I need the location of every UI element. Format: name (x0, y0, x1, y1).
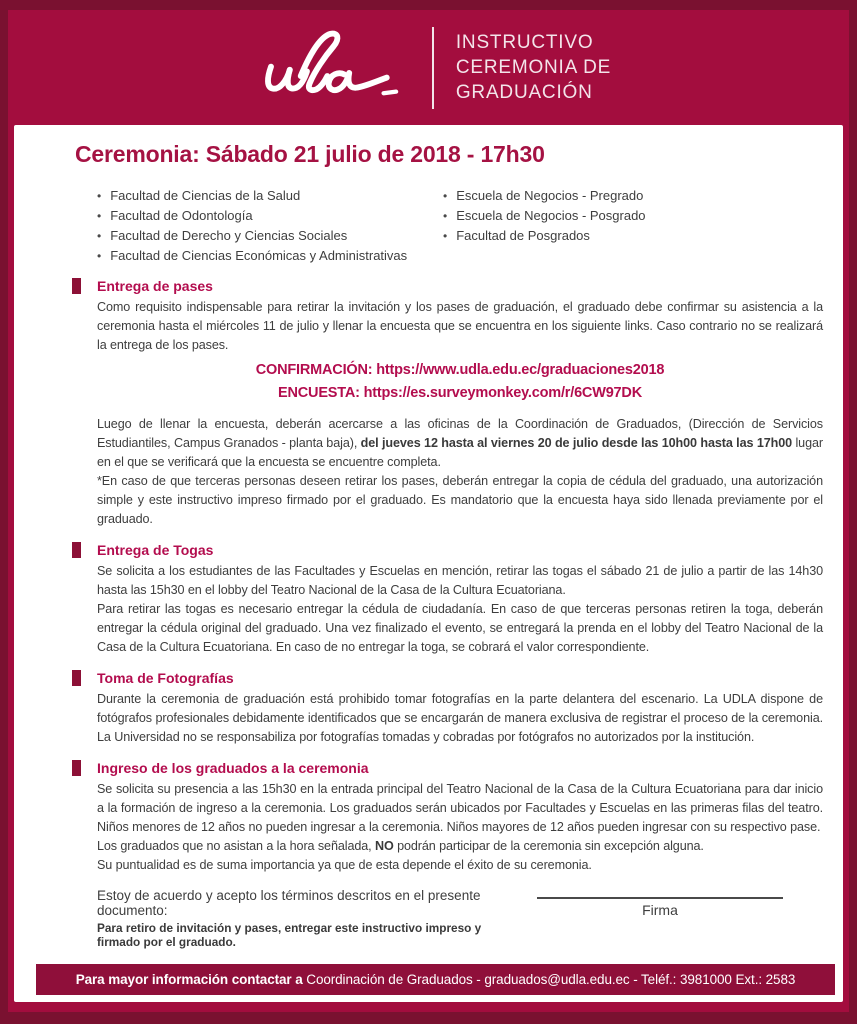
confirmation-link[interactable]: CONFIRMACIÓN: https://www.udla.edu.ec/graduaciones2018 (255, 362, 665, 378)
bullet-icon: • (97, 229, 102, 243)
page-inner-background (8, 10, 849, 1012)
faculty-label: Facultad de Odontología (110, 208, 253, 223)
footer-contact-bar (36, 964, 835, 995)
list-item (443, 186, 646, 206)
section-heading-label: Toma de Fotografías (97, 670, 234, 686)
section-ingreso-graduados (97, 760, 823, 875)
signature-label: Firma (642, 902, 678, 918)
signature-block (537, 888, 783, 918)
section-heading (97, 278, 823, 294)
signature-line (537, 897, 783, 899)
faculties-left-column (97, 186, 443, 266)
header-title (456, 30, 611, 105)
list-item (97, 186, 443, 206)
section-marker-icon (72, 542, 81, 558)
agreement-text-block (97, 888, 525, 949)
survey-link[interactable]: ENCUESTA: https://es.surveymonkey.com/r/6CW97DK (278, 385, 642, 401)
header-title-line: CEREMONIA DE (455, 57, 612, 78)
faculties-lists (97, 186, 823, 266)
faculty-label: Escuela de Negocios - Posgrado (456, 208, 646, 223)
list-item (443, 226, 646, 246)
section-marker-icon (72, 670, 81, 686)
header-title-line: INSTRUCTIVO (455, 32, 594, 53)
faculty-label: Facultad de Ciencias Económicas y Administrativas (110, 248, 408, 263)
bullet-icon: • (443, 209, 448, 223)
section-heading (97, 670, 823, 686)
paragraph: Se solicita a los estudiantes de las Facultades y Escuelas en mención, retirar las togas el sábado 21 de julio a partir de las 14h30 hasta las 15h30 en el lobby del Teatro Nacional de la Casa de la Cultura Ecuatoriana. (97, 564, 823, 597)
paragraph-text: Luego de llenar la encuesta, deberán acercarse a las oficinas de la Coordinación de Graduados, (Dirección de Servicios Estudiantiles, Campus Granados - planta baja), (97, 417, 823, 450)
header-divider (432, 27, 434, 109)
paragraph-text: podrán participar de la ceremonia sin excepción alguna. (393, 839, 704, 853)
paragraph-bold-text: del jueves 12 hasta al viernes 20 de julio desde las 10h00 hasta las 17h00 (360, 436, 793, 450)
section-heading-label: Entrega de Togas (97, 542, 214, 558)
document-card (14, 125, 843, 1002)
paragraph: Para retirar las togas es necesario entregar la cédula de ciudadanía. En caso de que terceras personas retiren la toga, deberán entregar la cédula original del graduado. Una vez finalizado el evento, se entregará la prenda en el lobby del Teatro Nacional de la Casa de la Cultura Ecuatoriana. En caso de no entregar la toga, se cobrará el valor correspondiente. (97, 602, 823, 654)
section-heading (97, 542, 823, 558)
paragraph-text: lugar en el que se verificará que la encuesta se encuentre completa. (97, 436, 823, 469)
paragraph (97, 837, 823, 856)
ceremony-title: Ceremonia: Sábado 21 julio de 2018 - 17h30 (75, 141, 545, 167)
paragraph: *En caso de que terceras personas deseen retirar los pases, deberán entregar la copia de cédula del graduado, una autorización simple y este instructivo impreso firmado por el graduado. Es mandatorio que la encuesta haya sido llenada previamente por el graduado. (97, 474, 823, 526)
footer-contact-lead: Para mayor información contactar a (75, 972, 303, 987)
bullet-icon: • (443, 189, 448, 203)
section-marker-icon (72, 278, 81, 294)
section-toma-fotografias (97, 670, 823, 747)
agreement-statement: Estoy de acuerdo y acepto los términos descritos en el presente documento: (97, 888, 481, 918)
udla-logo-icon (246, 26, 418, 112)
agreement-instruction: Para retiro de invitación y pases, entregar este instructivo impreso y firmado por el graduado. (97, 921, 482, 949)
list-item (97, 206, 443, 226)
paragraph (97, 415, 823, 472)
bullet-icon: • (97, 249, 102, 263)
paragraph-text: Los graduados que no asistan a la hora señalada, (97, 839, 375, 853)
paragraph-bold-text: NO (374, 839, 394, 853)
section-marker-icon (72, 760, 81, 776)
list-item (97, 226, 443, 246)
faculty-label: Facultad de Ciencias de la Salud (110, 188, 301, 203)
bullet-icon: • (97, 189, 102, 203)
bullet-icon: • (97, 209, 102, 223)
footer-contact-info: Coordinación de Graduados - graduados@udla.edu.ec - Teléf.: 3981000 Ext.: 2583 (302, 972, 796, 987)
faculty-label: Facultad de Posgrados (456, 228, 590, 243)
paragraph: Durante la ceremonia de graduación está prohibido tomar fotografías en la parte delantera del escenario. La UDLA dispone de fotógrafos profesionales debidamente identificados que se encargarán de manera exclusiva de registrar el proceso de la ceremonia. La Universidad no se responsabiliza por fotografías tomadas y cobradas por fotógrafos no autorizados por la institución. (97, 692, 823, 744)
bullet-icon: • (443, 229, 448, 243)
section-heading-label: Ingreso de los graduados a la ceremonia (97, 760, 369, 776)
section-entrega-togas (97, 542, 823, 657)
faculty-label: Escuela de Negocios - Pregrado (456, 188, 644, 203)
faculties-right-column (443, 186, 646, 266)
agreement-row (97, 888, 823, 951)
paragraph: Se solicita su presencia a las 15h30 en la entrada principal del Teatro Nacional de la Casa de la Cultura Ecuatoriana para dar inicio a la formación de ingreso a la ceremonia. Los graduados serán ubicados por Facultades y Escuelas en las primeras filas del teatro. Niños menores de 12 años no pueden ingresar a la ceremonia. Niños mayores de 12 años pueden ingresar con su respectivo pase. (97, 782, 823, 834)
paragraph: Su puntualidad es de suma importancia ya que de esta depende el éxito de su ceremonia. (97, 858, 592, 872)
header-title-line: GRADUACIÓN (455, 82, 593, 103)
section-heading-label: Entrega de pases (97, 278, 213, 294)
list-item (443, 206, 646, 226)
section-heading (97, 760, 823, 776)
paragraph: Como requisito indispensable para retirar la invitación y los pases de graduación, el graduado debe confirmar su asistencia a la ceremonia hasta el miércoles 11 de julio y llenar la encuesta que se encuentra en los siguiente links. Caso contrario no se realizará la entrega de los pases. (97, 300, 823, 352)
section-entrega-pases (97, 278, 823, 529)
header (8, 10, 849, 125)
faculty-label: Facultad de Derecho y Ciencias Sociales (110, 228, 348, 243)
list-item (97, 246, 443, 266)
